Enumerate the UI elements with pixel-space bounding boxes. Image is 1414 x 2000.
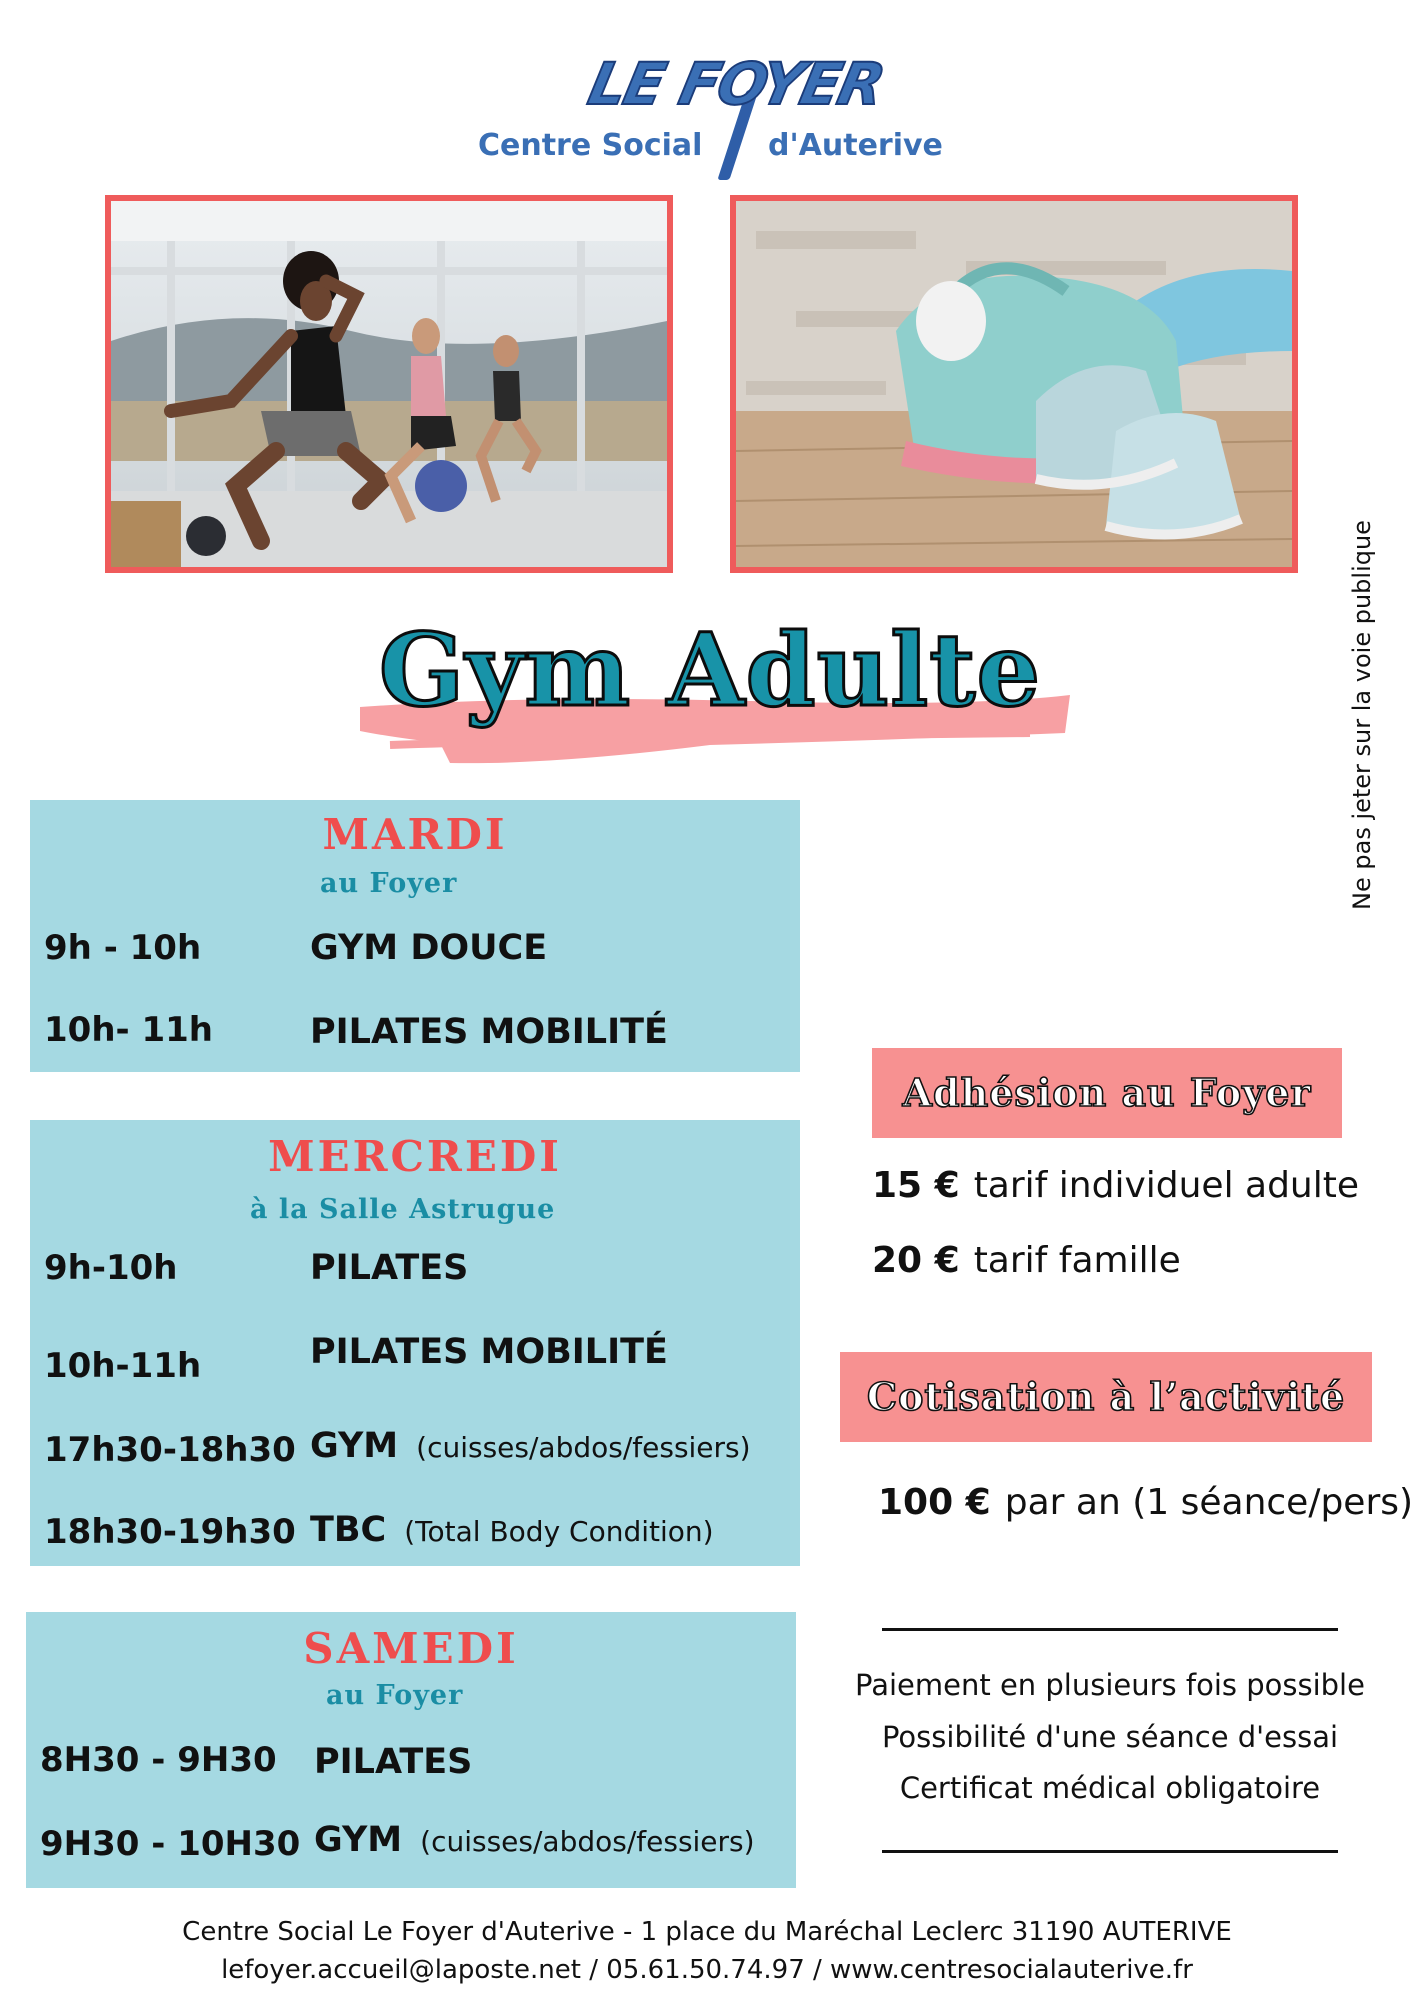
time-slot: 9h - 10h (44, 928, 202, 968)
logo-auterive: d'Auterive (768, 128, 943, 163)
schedule-wednesday (30, 1120, 800, 1566)
time-slot: 8H30 - 9H30 (40, 1740, 277, 1780)
price-amount: 100 € (878, 1482, 991, 1523)
day-place: au Foyer (326, 1680, 464, 1711)
time-slot: 10h-11h (44, 1346, 202, 1386)
day-title: SAMEDI (303, 1624, 519, 1673)
footer-address: Centre Social Le Foyer d'Auterive - 1 place du Maréchal Leclerc 31190 AUTERIVE (182, 1917, 1232, 1947)
divider-top (882, 1628, 1338, 1631)
day-place: au Foyer (320, 868, 458, 899)
price-amount: 15 € (872, 1165, 960, 1206)
activity: GYM (310, 1426, 399, 1466)
activity: PILATES (310, 1248, 469, 1288)
day-place: à la Salle Astrugue (250, 1194, 556, 1225)
day-title: MARDI (322, 810, 508, 859)
activity: PILATES MOBILITÉ (310, 1332, 668, 1372)
activity-fee-title: Cotisation à l’activité (866, 1374, 1346, 1419)
photo-sports-bag-shoes (730, 195, 1298, 573)
time-slot: 9H30 - 10H30 (40, 1824, 301, 1864)
divider-bottom (882, 1850, 1338, 1853)
info-trial: Possibilité d'une séance d'essai (881, 1720, 1339, 1754)
activity-note: (cuisses/abdos/fessiers) (416, 1431, 751, 1464)
price-label: tarif individuel adulte (973, 1165, 1360, 1206)
schedule-saturday (26, 1612, 796, 1888)
photo-fitness-class (105, 195, 673, 573)
activity: PILATES MOBILITÉ (310, 1012, 668, 1052)
activity-note: (cuisses/abdos/fessiers) (420, 1825, 755, 1858)
activity: PILATES (314, 1742, 473, 1782)
price-label: par an (1 séance/pers) (1004, 1482, 1414, 1523)
time-slot: 18h30-19h30 (44, 1512, 296, 1552)
activity-with-note (314, 1820, 755, 1860)
logo-centre-social: Centre Social (478, 128, 703, 163)
info-medical: Certificat médical obligatoire (899, 1771, 1321, 1805)
activity: GYM (314, 1820, 403, 1860)
time-slot: 9h-10h (44, 1248, 178, 1288)
activity: GYM DOUCE (310, 928, 548, 968)
side-note-do-not-litter: Ne pas jeter sur la voie publique (1348, 520, 1376, 910)
activity-fee-banner (840, 1352, 1372, 1442)
activity-note: (Total Body Condition) (404, 1515, 714, 1548)
time-slot: 17h30-18h30 (44, 1430, 296, 1470)
title-area (330, 611, 1090, 775)
membership-title: Adhésion au Foyer (902, 1070, 1312, 1115)
price-individual (872, 1165, 1359, 1206)
price-label: tarif famille (973, 1240, 1181, 1281)
activity: TBC (310, 1510, 387, 1550)
schedule-tuesday (30, 800, 800, 1072)
activity-fee-price (878, 1482, 1413, 1523)
page-title: Gym Adulte (378, 611, 1042, 729)
time-slot: 10h- 11h (44, 1010, 213, 1050)
membership-banner (872, 1048, 1342, 1138)
activity-with-note (310, 1510, 714, 1550)
price-family (872, 1240, 1181, 1281)
activity-with-note (310, 1426, 751, 1466)
price-amount: 20 € (872, 1240, 960, 1281)
day-title: MERCREDI (268, 1132, 562, 1181)
footer-contact: lefoyer.accueil@laposte.net / 05.61.50.74.97 / www.centresocialauterive.fr (221, 1955, 1193, 1985)
logo (470, 50, 950, 180)
logo-brand: LE FOYER (582, 50, 889, 118)
info-payment: Paiement en plusieurs fois possible (855, 1668, 1365, 1702)
